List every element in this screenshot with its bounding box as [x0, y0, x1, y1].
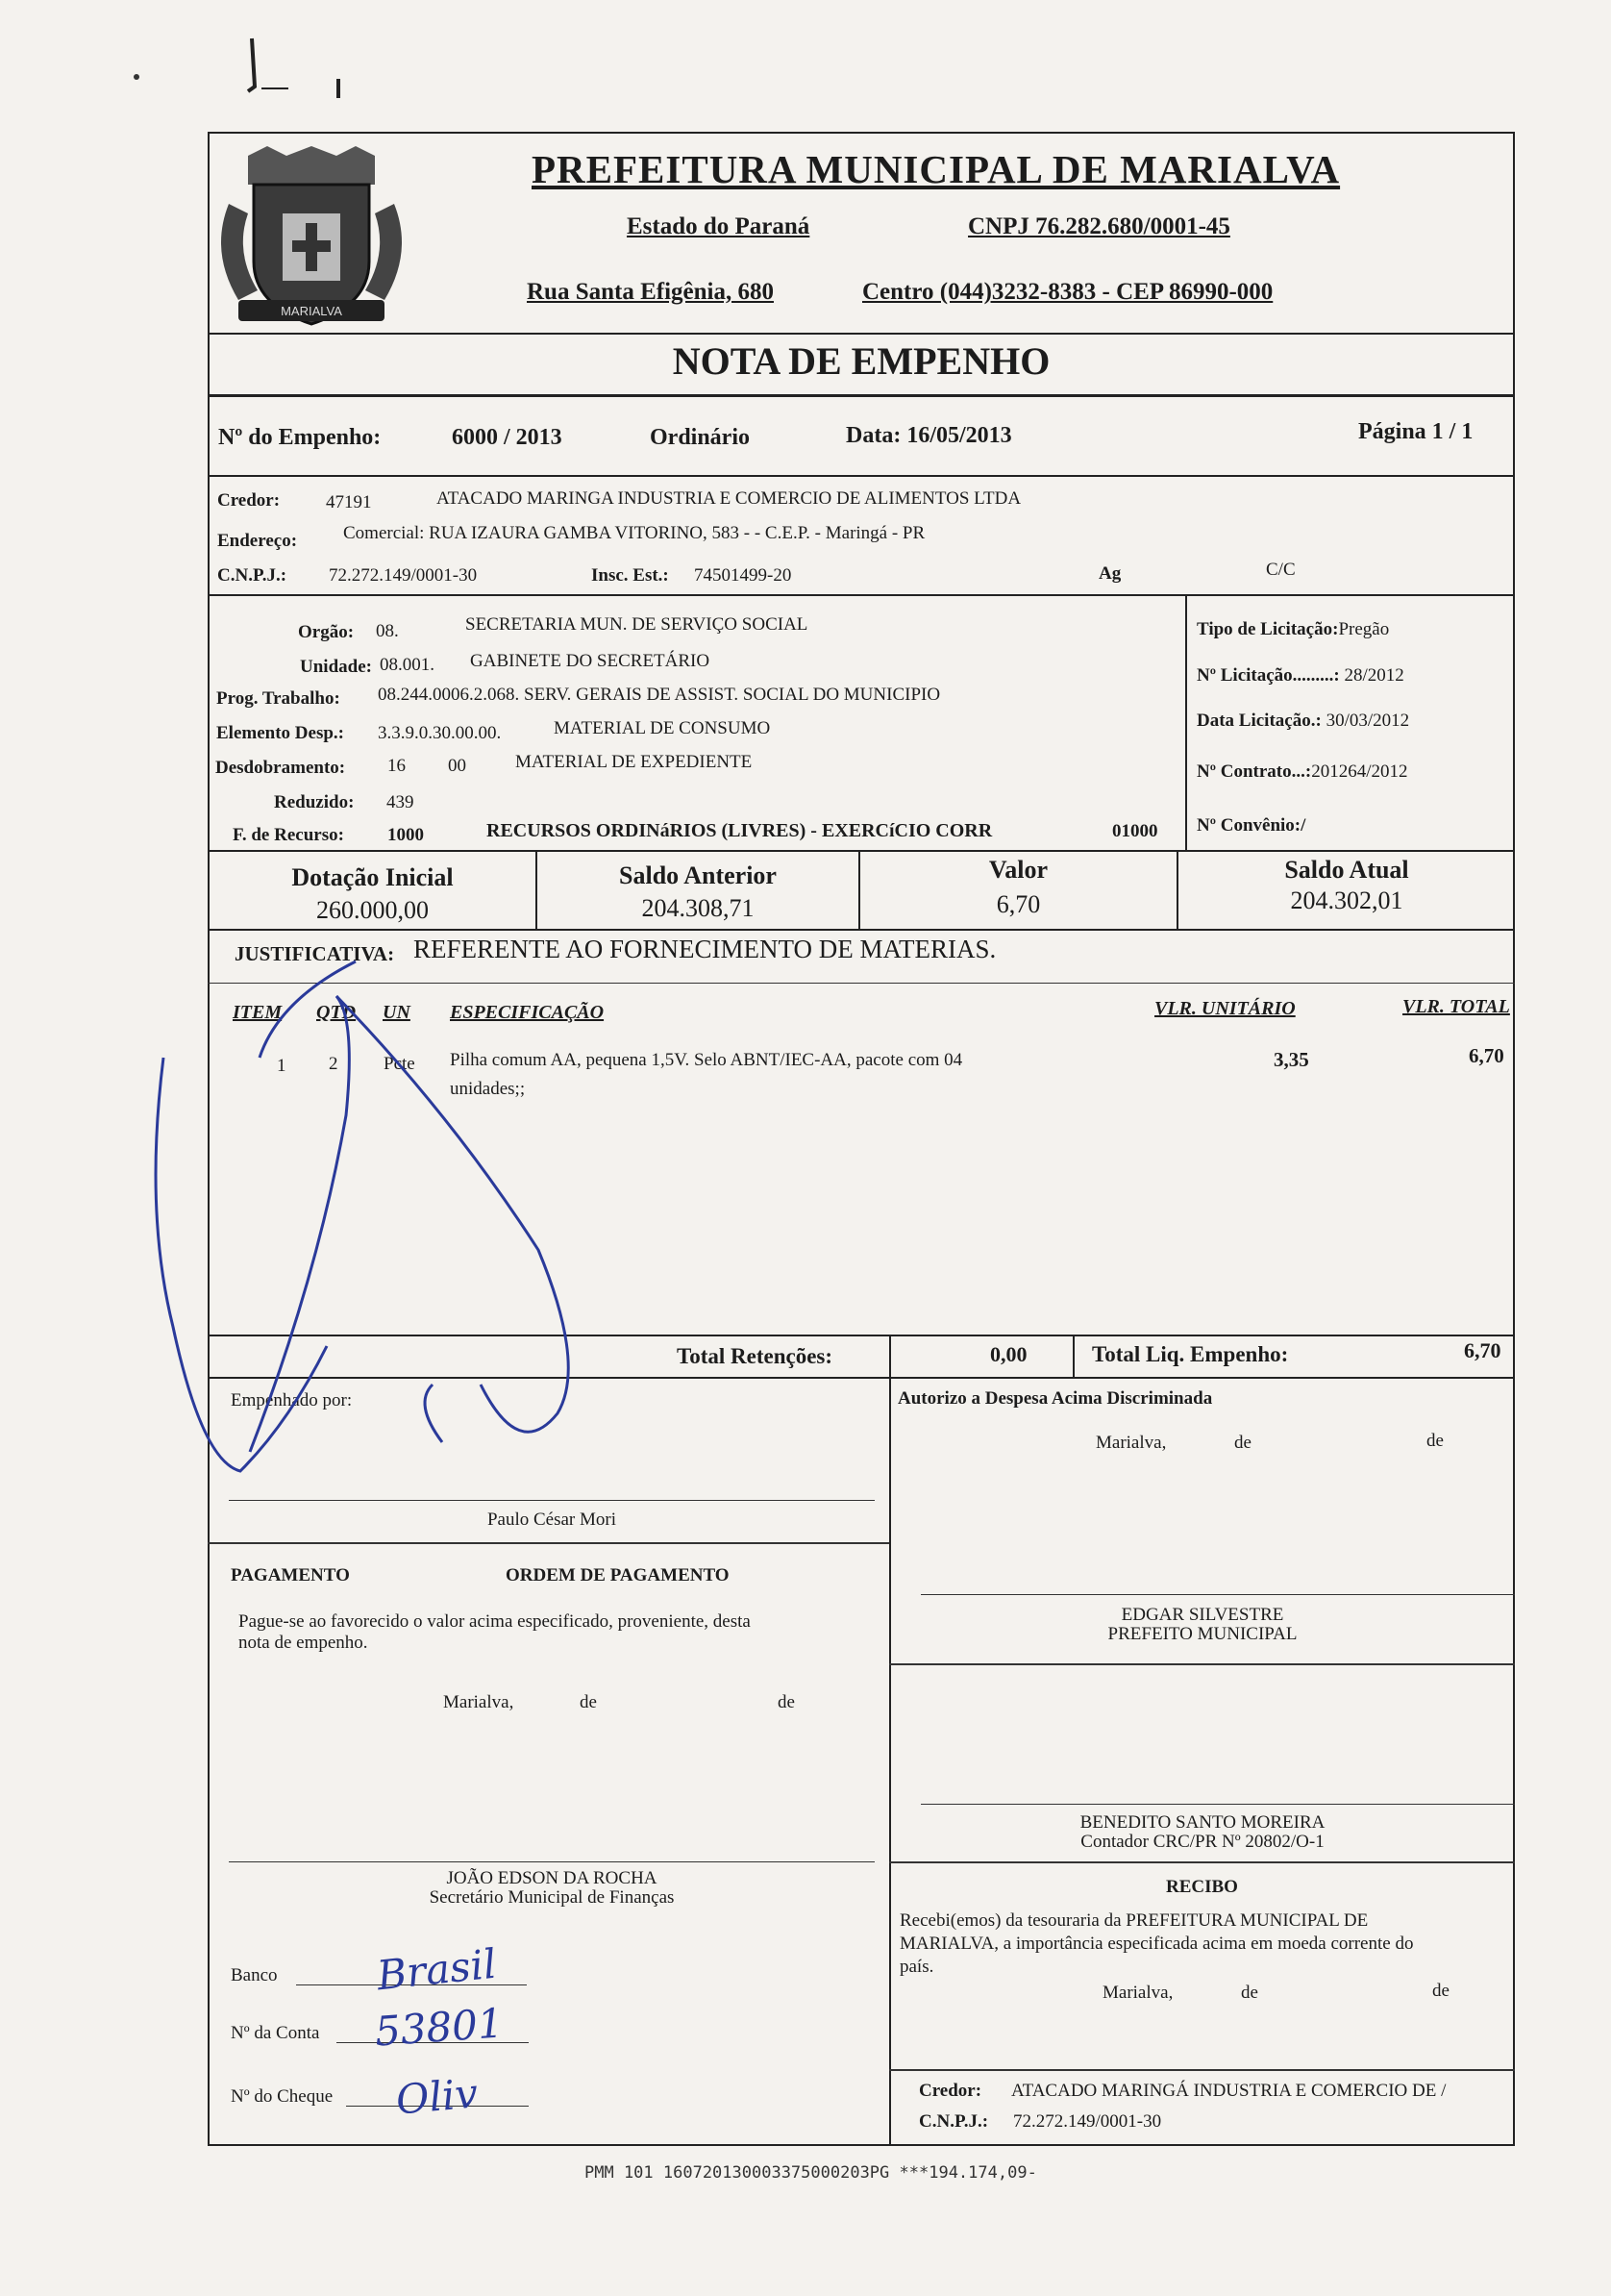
- total-liq-label: Total Liq. Empenho:: [1092, 1342, 1289, 1366]
- col-qtd: QTD: [316, 1002, 357, 1023]
- licitacao-data: Data Licitação.: 30/03/2012: [1197, 711, 1410, 731]
- recibo-de-1: de: [1241, 1983, 1258, 2003]
- recurso-label: F. de Recurso:: [233, 825, 344, 845]
- total-liq-value: 6,70: [1464, 1338, 1501, 1362]
- prog-label: Prog. Trabalho:: [216, 688, 340, 709]
- credor-insc: 74501499-20: [694, 565, 792, 586]
- col-item: ITEM: [233, 1002, 283, 1023]
- licitacao-tipo: Tipo de Licitação:Pregão: [1197, 619, 1390, 639]
- dotacao-inicial-label: Dotação Inicial: [291, 863, 454, 891]
- doc-title: NOTA DE EMPENHO: [672, 339, 1051, 383]
- recibo-de-2: de: [1432, 1981, 1450, 2001]
- credor-final-cnpj-label: C.N.P.J.:: [919, 2111, 989, 2132]
- reduzido-value: 439: [386, 792, 414, 812]
- licitacao-contrato: Nº Contrato...:201264/2012: [1197, 761, 1408, 782]
- unidade-label: Unidade:: [300, 657, 372, 677]
- saldo-atual-value: 204.302,01: [1290, 886, 1403, 914]
- row-spec-line2: unidades;;: [450, 1079, 526, 1099]
- row-total: 6,70: [1469, 1044, 1504, 1067]
- empenho-label: Nº do Empenho:: [218, 425, 382, 450]
- valor-label: Valor: [988, 856, 1049, 884]
- desdobramento-name: MATERIAL DE EXPEDIENTE: [515, 752, 753, 772]
- cheque-label: Nº do Cheque: [231, 2086, 334, 2107]
- endereco-label: Endereço:: [217, 531, 298, 551]
- credor-final-cnpj: 72.272.149/0001-30: [1013, 2111, 1162, 2132]
- credor-address: Comercial: RUA IZAURA GAMBA VITORINO, 583 - - C.E.P. - Maringá - PR: [343, 523, 926, 543]
- recurso-num: 01000: [1112, 821, 1158, 841]
- orgao-label: Orgão:: [298, 622, 355, 642]
- handwritten-banco: Brasil: [374, 1939, 499, 2000]
- desdobramento-b: 00: [448, 756, 466, 776]
- licitacao-num: Nº Licitação.........: 28/2012: [1197, 665, 1404, 686]
- empenho-type: Ordinário: [650, 425, 751, 450]
- footer-code: PMM 101 160720130003375000203PG ***194.174,09-: [584, 2163, 1037, 2183]
- cnpj-label: C.N.P.J.:: [217, 565, 287, 586]
- saldo-atual-label: Saldo Atual: [1284, 856, 1409, 884]
- pague-local: Marialva,: [443, 1692, 514, 1712]
- credor-code: 47191: [326, 492, 372, 512]
- desdobramento-a: 16: [387, 756, 406, 776]
- col-total: VLR. TOTAL: [1402, 996, 1510, 1017]
- row-un: Pcte: [384, 1054, 415, 1074]
- handwritten-cheque: Oliv: [394, 2069, 481, 2124]
- handwritten-conta: 53801: [373, 1999, 506, 2056]
- credor-cnpj: 72.272.149/0001-30: [329, 565, 478, 586]
- unidade-code: 08.001.: [380, 655, 434, 675]
- col-un: UN: [383, 1002, 410, 1023]
- elemento-label: Elemento Desp.:: [216, 723, 344, 743]
- orgao-name: SECRETARIA MUN. DE SERVIÇO SOCIAL: [465, 614, 808, 635]
- prefeito-nome: EDGAR SILVESTRE PREFEITO MUNICIPAL: [1107, 1605, 1298, 1644]
- total-retencoes-value: 0,00: [990, 1342, 1028, 1366]
- empenho-page: Página 1 / 1: [1358, 419, 1474, 444]
- conta-label: Nº da Conta: [231, 2023, 320, 2043]
- recurso-code: 1000: [387, 825, 424, 845]
- header-state: Estado do Paraná: [627, 213, 810, 239]
- justificativa-text: REFERENTE AO FORNECIMENTO DE MATERIAS.: [413, 935, 997, 963]
- contador-nome: BENEDITO SANTO MOREIRA Contador CRC/PR Nº 20802/O-1: [1079, 1812, 1326, 1852]
- unidade-name: GABINETE DO SECRETÁRIO: [470, 651, 710, 671]
- row-qtd: 2: [329, 1054, 338, 1074]
- valor-value: 6,70: [996, 890, 1041, 918]
- pagamento-label: PAGAMENTO: [231, 1565, 350, 1585]
- cc-label: C/C: [1266, 560, 1296, 580]
- header-address: Rua Santa Efigênia, 680: [527, 279, 774, 305]
- row-item: 1: [277, 1056, 286, 1076]
- credor-label: Credor:: [217, 490, 281, 511]
- recibo-local: Marialva,: [1103, 1983, 1174, 2003]
- credor-final-nome: ATACADO MARINGÁ INDUSTRIA E COMERCIO DE /: [1011, 2081, 1447, 2101]
- credor-name: ATACADO MARINGA INDUSTRIA E COMERCIO DE ALIMENTOS LTDA: [436, 488, 1022, 509]
- empenhado-nome: Paulo César Mori: [486, 1510, 617, 1530]
- justificativa-label: JUSTIFICATIVA:: [235, 942, 395, 965]
- row-unit: 3,35: [1274, 1048, 1309, 1071]
- crest-ribbon-text: MARIALVA: [281, 304, 342, 318]
- recibo-text: Recebi(emos) da tesouraria da PREFEITURA MUNICIPAL DE MARIALVA, a importância especificada acima em moeda corrente do país.: [900, 1910, 1414, 1977]
- autorizo-de-1: de: [1234, 1433, 1252, 1453]
- recibo-label: RECIBO: [1166, 1877, 1238, 1897]
- header-contact: Centro (044)3232-8383 - CEP 86990-000: [862, 279, 1274, 305]
- row-spec-line1: Pilha comum AA, pequena 1,5V. Selo ABNT/IEC-AA, pacote com 04: [450, 1050, 963, 1070]
- orgao-code: 08.: [376, 621, 399, 641]
- empenho-number: 6000 / 2013: [452, 425, 562, 450]
- autorizo-de-2: de: [1426, 1431, 1444, 1451]
- empenho-date: Data: 16/05/2013: [846, 423, 1012, 448]
- recurso-name: RECURSOS ORDINáRIOS (LIVRES) - EXERCíCIO CORR: [486, 820, 993, 841]
- desdobramento-label: Desdobramento:: [215, 758, 346, 778]
- saldo-anterior-value: 204.308,71: [641, 894, 755, 922]
- empenhado-label: Empenhado por:: [231, 1390, 353, 1410]
- pague-text: Pague-se ao favorecido o valor acima especificado, proveniente, desta nota de empenho.: [238, 1611, 751, 1653]
- licitacao-convenio: Nº Convênio:/: [1197, 815, 1306, 836]
- pague-de-1: de: [580, 1692, 597, 1712]
- ag-label: Ag: [1099, 563, 1122, 584]
- banco-label: Banco: [231, 1965, 278, 1985]
- autorizo-local: Marialva,: [1096, 1433, 1167, 1453]
- col-unit: VLR. UNITÁRIO: [1154, 998, 1296, 1019]
- insc-label: Insc. Est.:: [591, 565, 669, 586]
- dotacao-inicial-value: 260.000,00: [316, 896, 429, 924]
- header-title: PREFEITURA MUNICIPAL DE MARIALVA: [532, 147, 1341, 191]
- credor-final-label: Credor:: [919, 2081, 982, 2101]
- secretario-nome: JOÃO EDSON DA ROCHA Secretário Municipal de Finanças: [429, 1868, 675, 1908]
- header-cnpj: CNPJ 76.282.680/0001-45: [968, 213, 1230, 239]
- ordem-pagamento-label: ORDEM DE PAGAMENTO: [506, 1565, 730, 1585]
- elemento-name: MATERIAL DE CONSUMO: [554, 718, 771, 738]
- pague-de-2: de: [778, 1692, 795, 1712]
- autorizo-label: Autorizo a Despesa Acima Discriminada: [898, 1388, 1213, 1409]
- reduzido-label: Reduzido:: [274, 792, 355, 812]
- elemento-code: 3.3.9.0.30.00.00.: [378, 723, 502, 743]
- total-retencoes-label: Total Retenções:: [677, 1344, 833, 1368]
- prog-value: 08.244.0006.2.068. SERV. GERAIS DE ASSIST. SOCIAL DO MUNICIPIO: [378, 685, 941, 705]
- saldo-anterior-label: Saldo Anterior: [619, 861, 777, 889]
- col-spec: ESPECIFICAÇÃO: [450, 1002, 605, 1023]
